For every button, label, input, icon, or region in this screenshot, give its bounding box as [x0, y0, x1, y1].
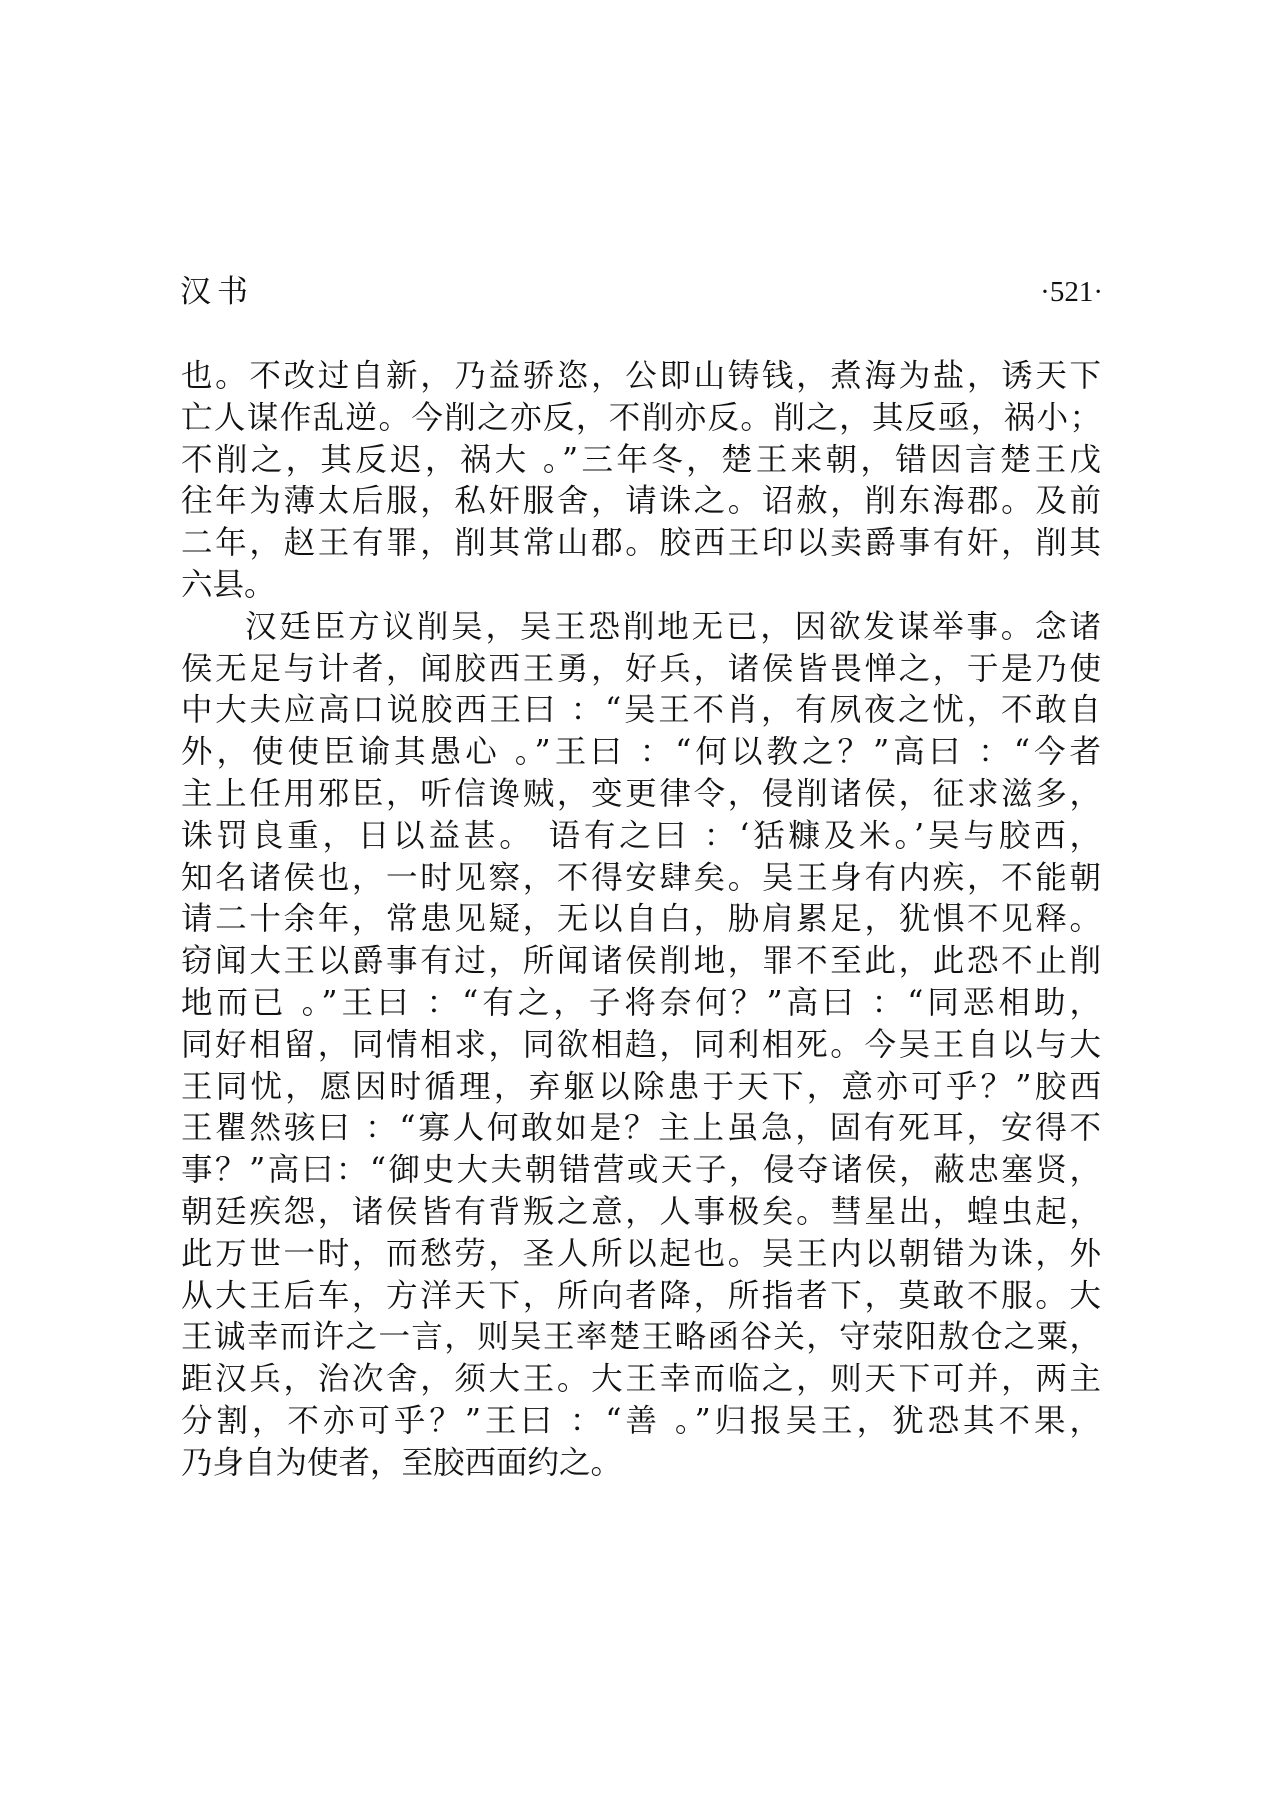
text-line: 主上任用邪臣，听信谗贼，变更律令，侵削诸侯，征求滋多， — [181, 775, 1101, 812]
text-line: 此万世一时，而愁劳，圣人所以起也。吴王内以朝错为诛，外 — [181, 1235, 1101, 1272]
text-line: 诛罚良重，日以益甚。 语有之曰 ：‘狧糠及米。’吴与胶西， — [181, 817, 1101, 854]
body-text — [181, 356, 1101, 1485]
text-line: 中大夫应高口说胶西王曰 ：“吴王不肖，有夙夜之忧，不敢自 — [181, 692, 1101, 729]
text-line: 请二十余年，常患见疑，无以自白，胁肩累足，犹惧不见释。 — [181, 901, 1101, 938]
text-line: 亡人谋作乱逆。今削之亦反，不削亦反。削之，其反亟，祸小； — [181, 399, 1101, 436]
text-line: 事？”高曰：“御史大夫朝错营或天子，侵夺诸侯，蔽忠塞贤， — [181, 1152, 1101, 1189]
text-line: 二年，赵王有罪，削其常山郡。胶西王印以卖爵事有奸，削其 — [181, 525, 1101, 562]
running-header-title: 汉书 — [180, 274, 254, 310]
text-line: 知名诸侯也，一时见察，不得安肆矣。吴王身有内疾，不能朝 — [181, 859, 1101, 896]
text-line: 朝廷疾怨，诸侯皆有背叛之意，人事极矣。彗星出，蝗虫起， — [181, 1193, 1101, 1230]
text-line: 汉廷臣方议削吴，吴王恐削地无已，因欲发谋举事。念诸 — [245, 608, 1101, 645]
text-line: 外，使使臣谕其愚心 。”王曰 ：“何以教之？”高曰 ：“今者 — [181, 734, 1101, 771]
text-line: 同好相留，同情相求，同欲相趋，同利相死。今吴王自以与大 — [181, 1026, 1101, 1063]
text-line: 距汉兵，治次舍，须大王。大王幸而临之，则天下可并，两主 — [181, 1361, 1101, 1398]
text-line: 从大王后车，方洋天下，所向者降，所指者下，莫敢不服。大 — [181, 1277, 1101, 1314]
text-line: 窃闻大王以爵事有过，所闻诸侯削地，罪不至此，此恐不止削 — [181, 943, 1101, 980]
text-line: 地而已 。”王曰 ：“有之，子将奈何？”高曰 ：“同恶相助， — [181, 984, 1101, 1021]
paragraph-1 — [181, 356, 1101, 607]
page-number: ·521· — [1040, 276, 1103, 308]
text-line: 乃身自为使者，至胶西面约之。 — [181, 1444, 623, 1481]
text-line: 分割，不亦可乎？”王曰 ：“善 。”归报吴王，犹恐其不果， — [181, 1402, 1101, 1439]
paragraph-2 — [181, 607, 1101, 1485]
text-line: 王瞿然骇曰 ：“寡人何敢如是？主上虽急，固有死耳，安得不 — [181, 1110, 1101, 1147]
text-line: 王诚幸而许之一言，则吴王率楚王略函谷关，守荥阳敖仓之粟， — [181, 1319, 1101, 1356]
text-line: 往年为薄太后服，私奸服舍，请诛之。诏赦，削东海郡。及前 — [181, 483, 1101, 520]
text-line: 六县。 — [181, 566, 276, 603]
text-line: 也。不改过自新，乃益骄恣，公即山铸钱，煮海为盐，诱天下 — [181, 358, 1101, 394]
text-line: 不削之，其反迟，祸大 。”三年冬，楚王来朝，错因言楚王戊 — [181, 441, 1101, 478]
text-line: 王同忧，愿因时循理，弃躯以除患于天下，意亦可乎？”胶西 — [181, 1068, 1101, 1105]
text-line: 侯无足与计者，闻胶西王勇，好兵，诸侯皆畏惮之，于是乃使 — [181, 650, 1101, 687]
